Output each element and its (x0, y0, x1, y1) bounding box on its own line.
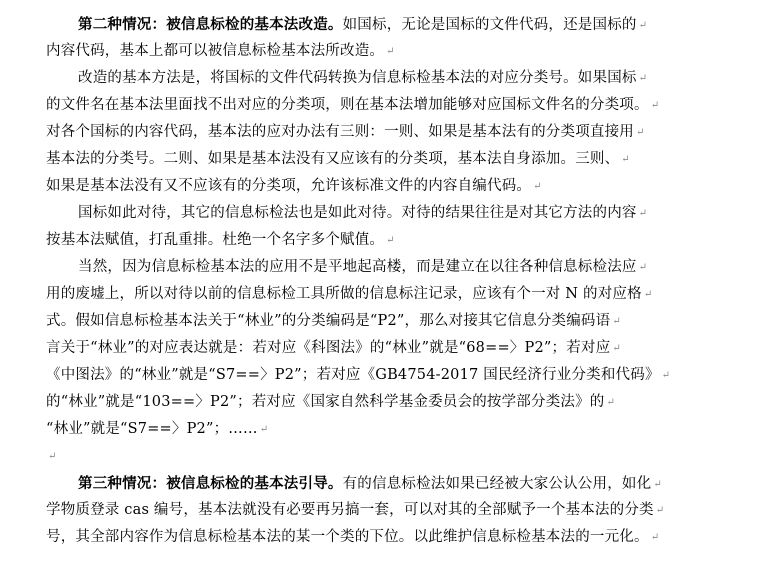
empty-line (46, 443, 57, 470)
paragraph-text: 号，其全部内容作为信息标检基本法的某一个类的下位。以此维护信息标检基本法的一元化。 (46, 529, 649, 545)
paragraph-mark-icon: ↵ (650, 100, 660, 111)
paragraph-mark-icon: ↵ (638, 73, 648, 84)
paragraph-mark-icon: ↵ (661, 370, 671, 381)
paragraph-text: 基本法的分类号。二则、如果是基本法没有又应该有的分类项，基本法自身添加。三则、 (46, 151, 620, 167)
paragraph-text: 国标如此对待，其它的信息标检法也是如此对待。对待的结果往往是对其它方法的内容 (78, 205, 637, 221)
paragraph-mark-icon: ↵ (638, 20, 648, 31)
text-line (46, 497, 664, 524)
paragraph-mark-icon: ↵ (636, 127, 645, 138)
section-heading: 第二种情况：被信息标检的基本法改造。 (78, 16, 343, 33)
paragraph-mark-icon: ↵ (606, 397, 616, 408)
paragraph-mark-icon: ↵ (638, 208, 648, 219)
paragraph-mark-icon: ↵ (655, 505, 665, 516)
paragraph-mark-icon: ↵ (386, 235, 395, 246)
paragraph-mark-icon: ↵ (638, 262, 648, 273)
text-line (78, 65, 647, 92)
paragraph-mark-icon: ↵ (650, 532, 660, 543)
section-heading: 第三种情况：被信息标检的基本法引导。 (78, 475, 343, 492)
text-line (46, 335, 621, 362)
paragraph-mark-icon: ↵ (612, 343, 621, 354)
paragraph-mark-icon: ↵ (533, 181, 542, 192)
text-line (46, 146, 630, 173)
paragraph-text: 改造的基本方法是，将国标的文件代码转换为信息标检基本法的对应分类号。如果国标 (78, 70, 637, 86)
text-line (78, 200, 647, 227)
paragraph-text: 按基本法赋值，打乱重排。杜绝一个名字多个赋值。 (46, 232, 385, 248)
paragraph-mark-icon: ↵ (48, 451, 57, 462)
text-line (46, 389, 615, 416)
text-line (78, 254, 647, 281)
text-line (46, 416, 268, 443)
paragraph-text: 学物质登录 cas 编号，基本法就没有必要再另搞一套，可以对其的全部赋予一个基本法的分类 (46, 502, 654, 518)
paragraph-text: 式。假如信息标检基本法关于“林业”的分类编码是“P2”，那么对接其它信息分类编码语 (46, 313, 611, 329)
paragraph-text: 《中图法》的“林业”就是“S7==〉P2”；若对应《GB4754-2017 国民经济行业分类和代码》 (46, 367, 660, 383)
paragraph-mark-icon: ↵ (643, 289, 653, 300)
text-line (46, 38, 395, 65)
text-line (46, 524, 659, 551)
paragraph-mark-icon: ↵ (612, 316, 621, 327)
text-line (46, 227, 395, 254)
text-line (46, 362, 670, 389)
paragraph-text: 用的废墟上，所以对待以前的信息标检工具所做的信息标注记录，应该有个一对 N 的对应格 (46, 286, 642, 302)
paragraph-text: 如果是基本法没有又不应该有的分类项，允许该标准文件的内容自编代码。 (46, 178, 532, 194)
text-line (46, 92, 659, 119)
text-line (78, 11, 647, 38)
paragraph-text: 有的信息标检法如果已经被大家公认公用，如化 (342, 476, 652, 492)
paragraph-text: 的文件名在基本法里面找不出对应的分类项，则在基本法增加能够对应国标文件名的分类项。 (46, 97, 649, 113)
text-line (46, 119, 645, 146)
paragraph-mark-icon: ↵ (653, 479, 662, 490)
paragraph-text: 当然，因为信息标检基本法的应用不是平地起高楼，而是建立在以往各种信息标检法应 (78, 259, 637, 275)
paragraph-text: 的“林业”就是“103==〉P2”；若对应《国家自然科学基金委员会的按学部分类法》的 (46, 394, 605, 410)
text-line (46, 281, 652, 308)
paragraph-text: “林业”就是“S7==〉P2”；…… (46, 421, 258, 437)
paragraph-text: 内容代码，基本上都可以被信息标检基本法所改造。 (46, 43, 385, 59)
paragraph-mark-icon: ↵ (621, 154, 630, 165)
text-line (78, 470, 662, 497)
paragraph-text: 如国标，无论是国标的文件代码，还是国标的 (342, 17, 637, 33)
paragraph-text: 言关于“林业”的对应表达就是：若对应《科图法》的“林业”就是“68==〉P2”；若对应 (46, 340, 611, 356)
paragraph-mark-icon: ↵ (259, 424, 269, 435)
text-line (46, 308, 621, 335)
text-line (46, 173, 542, 200)
paragraph-text: 对各个国标的内容代码，基本法的应对办法有三则：一则、如果是基本法有的分类项直接用 (46, 124, 634, 140)
paragraph-mark-icon: ↵ (386, 46, 395, 57)
